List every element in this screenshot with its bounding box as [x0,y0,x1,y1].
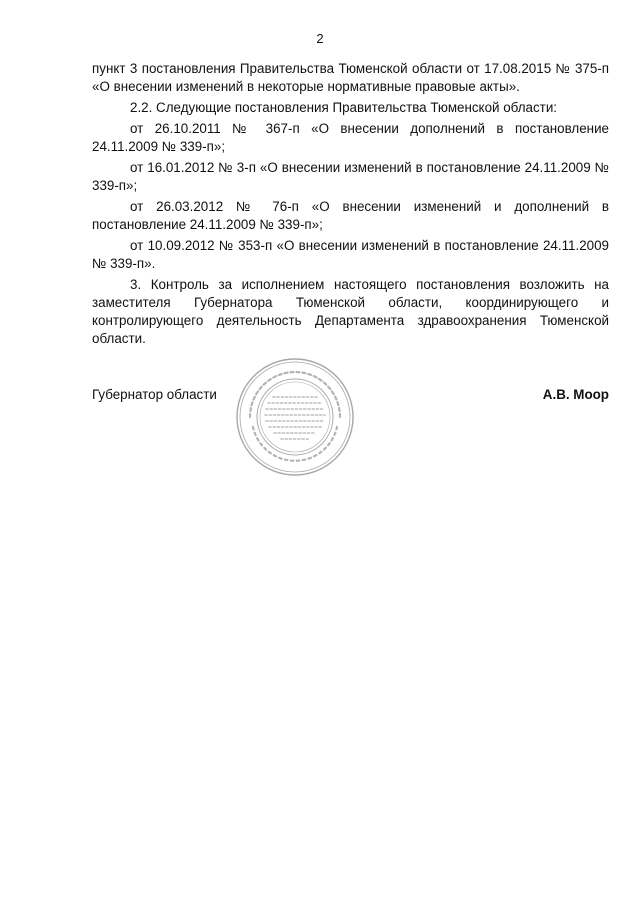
paragraph-resolution-353: от 10.09.2012 № 353-п «О внесении изменений в постановление 24.11.2009 № 339-п». [92,238,609,271]
paragraph-item-1: пункт 3 постановления Правительства Тюменской области от 17.08.2015 № 375-п «О внесении изменений в некоторые нормативные правовые акты». [92,61,609,94]
signatory-position: Губернатор области [92,387,217,402]
paragraph-resolution-76: от 26.03.2012 № 76-п «О внесении изменений и дополнений в постановление 24.11.2009 № 339-п»; [92,199,609,232]
paragraph-control-clause: 3. Контроль за исполнением настоящего постановления возложить на заместителя Губернатора Тюменской области, координирующего и контролирующего деятельность Департамента здравоохранения Тюменской области. [92,277,609,346]
official-seal-icon [233,355,357,479]
signatory-name: А.В. Моор [542,387,609,402]
paragraph-list-heading: 2.2. Следующие постановления Правительства Тюменской области: [130,100,558,115]
page-number: 2 [316,31,324,46]
paragraph-resolution-367: от 26.10.2011 № 367-п «О внесении дополнений в постановление 24.11.2009 № 339-п»; [92,121,609,154]
paragraph-resolution-3: от 16.01.2012 № 3-п «О внесении изменений в постановление 24.11.2009 № 339-п»; [92,160,609,193]
document-body [92,60,609,351]
